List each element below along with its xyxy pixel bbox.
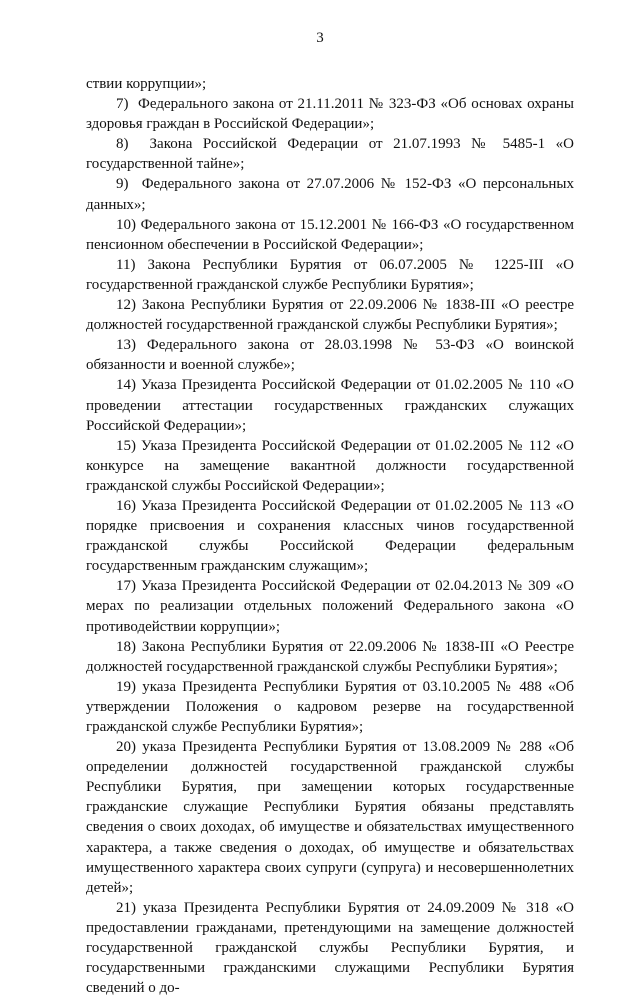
list-item-9: 9) Федерального закона от 27.07.2006 № 152-ФЗ «О персональных данных»; <box>86 176 574 213</box>
list-item-10: 10) Федерального закона от 15.12.2001 № 166-ФЗ «О государственном пенсионном обеспечении в Российской Федерации»; <box>86 216 574 253</box>
list-item-16: 16) Указа Президента Российской Федерации от 01.02.2005 № 113 «О порядке присвоения и сохранения классных чинов государственной гражданской службы Российской Федерации федеральным государственным гражданским служащим»; <box>86 497 574 575</box>
page-number: 3 <box>316 30 324 46</box>
list-item-8: 8) Закона Российской Федерации от 21.07.1993 № 5485-1 «О государственной тайне»; <box>86 136 574 173</box>
document-body <box>86 74 574 998</box>
paragraph-continuation: ствии коррупции»; <box>86 76 207 92</box>
list-item-18: 18) Закона Республики Бурятия от 22.09.2006 № 1838-III «О Реестре должностей государственной гражданской службы Республики Бурятия»; <box>86 638 574 675</box>
list-item-14: 14) Указа Президента Российской Федерации от 01.02.2005 № 110 «О проведении аттестации государственных гражданских служащих Российской Федерации»; <box>86 377 574 434</box>
list-item-13: 13) Федерального закона от 28.03.1998 № 53-ФЗ «О воинской обязанности и военной службе»; <box>86 337 574 374</box>
list-item-11: 11) Закона Республики Бурятия от 06.07.2005 № 1225-III «О государственной гражданской службе Республики Бурятия»; <box>86 256 574 293</box>
list-item-19: 19) указа Президента Республики Бурятия от 03.10.2005 № 488 «Об утверждении Положения о кадровом резерве на государственной гражданской службе Республики Бурятия»; <box>86 678 574 735</box>
list-item-12: 12) Закона Республики Бурятия от 22.09.2006 № 1838-III «О реестре должностей государственной гражданской службы Республики Бурятия»; <box>86 297 574 334</box>
list-item-15: 15) Указа Президента Российской Федерации от 01.02.2005 № 112 «О конкурсе на замещение вакантной должности государственной гражданской службы Российской Федерации»; <box>86 437 574 494</box>
list-item-20: 20) указа Президента Республики Бурятия от 13.08.2009 № 288 «Об определении должностей государственной гражданской службы Республики Бурятия, при замещении которых государственные гражданские служащие Республики Бурятия обязаны представлять сведения о своих доходах, об имуществе и обязательствах имущественного характера, а также сведения о доходах, об имуществе и обязательствах имущественного характера своих супруги (супруга) и несовершеннолетних детей»; <box>86 739 574 896</box>
list-item-21: 21) указа Президента Республики Бурятия от 24.09.2009 № 318 «О предоставлении гражданами, претендующими на замещение должностей государственной гражданской службы Республики Бурятия, и государственными гражданскими служащими Республики Бурятия сведений о до- <box>86 899 574 997</box>
list-item-7: 7) Федерального закона от 21.11.2011 № 323-ФЗ «Об основах охраны здоровья граждан в Российской Федерации»; <box>86 96 574 133</box>
list-item-17: 17) Указа Президента Российской Федерации от 02.04.2013 № 309 «О мерах по реализации отдельных положений Федерального закона «О противодействии коррупции»; <box>86 578 574 635</box>
